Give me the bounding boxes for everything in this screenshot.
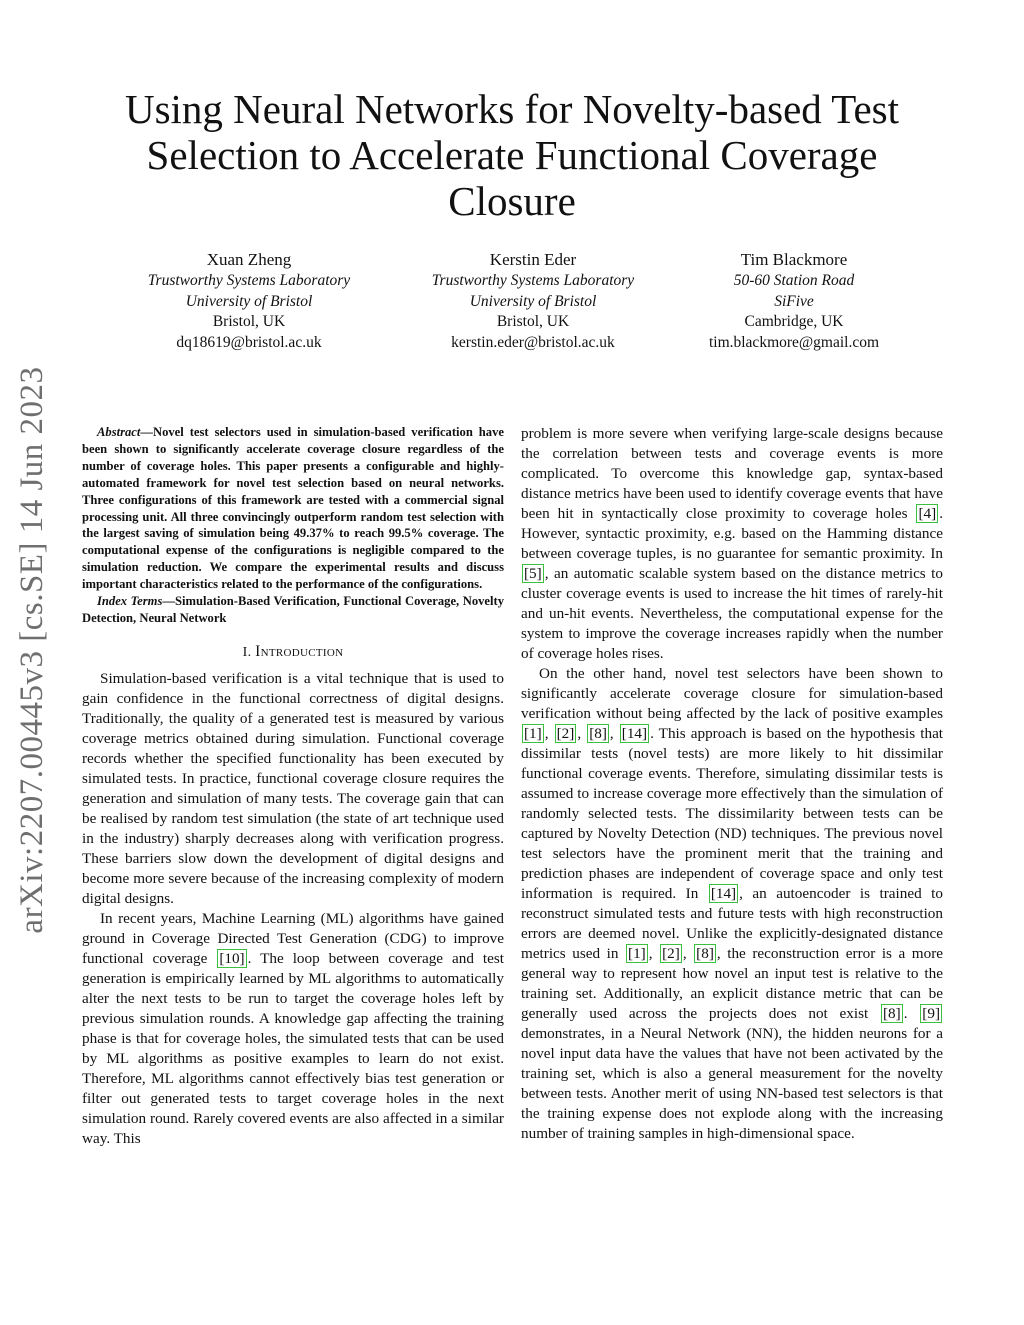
paragraph-text: On the other hand, novel test selectors have been shown to significantly accelerate coverage closure for simulation-based verification without being affected by the lack of positive examples bbox=[521, 665, 943, 722]
citation-link[interactable]: [5] bbox=[524, 565, 542, 582]
citation-link[interactable]: [8] bbox=[883, 1005, 901, 1022]
separator: , bbox=[544, 725, 554, 742]
author-name: Kerstin Eder bbox=[489, 250, 577, 269]
citation-link[interactable]: [9] bbox=[922, 1005, 941, 1022]
paragraph-text: , an automatic scalable system based on the distance metrics to cluster coverage events is used to increase the hit times of rarely-hit and un-hit events. Nevertheless, the computational expense for the system to improve the coverage increases rapidly when the number of coverage holes rises. bbox=[521, 565, 943, 662]
section-title: Introduction bbox=[255, 642, 344, 660]
section-heading-introduction bbox=[82, 643, 504, 661]
abstract-label: Abstract bbox=[97, 425, 141, 439]
author-email: kerstin.eder@bristol.ac.uk bbox=[451, 333, 615, 351]
index-terms bbox=[82, 593, 504, 627]
author-location: Bristol, UK bbox=[496, 313, 570, 331]
citation-link[interactable]: [1] bbox=[524, 725, 542, 742]
paragraph-text: . This approach is based on the hypothesis that dissimilar tests (novel tests) are more likely to hit dissimilar functional coverage events. Therefore, simulating dissimilar tests is assumed to increase coverage more effectively than the simulation of randomly selected tests. The dissimilarity between tests can be captured by Novelty Detection (ND) techniques. The previous novel test selectors have the prominent merit that the training and prediction phases are independent of coverage space and only test information is required. In bbox=[521, 725, 944, 902]
citation-link[interactable]: [4] bbox=[918, 505, 937, 522]
paragraph bbox=[521, 424, 943, 664]
arxiv-identifier: arXiv:2207.00445v3 [cs.SE] 14 Jun 2023 bbox=[14, 366, 50, 934]
citation-link[interactable]: [8] bbox=[696, 945, 714, 962]
separator: . bbox=[903, 1005, 920, 1022]
citation-link[interactable]: [2] bbox=[662, 945, 680, 962]
separator: , bbox=[609, 725, 619, 742]
paragraph-text: . The loop between coverage and test generation is empirically learned by ML algorithms to automatically alter the next tests to be run to target the coverage holes left by previous simulation rounds. A knowledge gap affecting the training phase is that for coverage holes, the simulated tests that can be used by ML algorithms as positive examples to learn do not exist. Therefore, ML algorithms cannot effectively bias test generation or filter out generated tests to target coverage holes in the next simulation round. Rarely covered events are also affected in a similar way. This bbox=[82, 949, 504, 1147]
left-column bbox=[82, 424, 504, 1149]
author-1 bbox=[99, 249, 399, 353]
paragraph-text: . However, syntactic proximity, e.g. based on the Hamming distance between coverage tuples, is no guarantee for semantic proximity. In bbox=[521, 505, 943, 562]
citation-link[interactable]: [14] bbox=[621, 725, 648, 742]
citation-link[interactable]: [10] bbox=[219, 949, 245, 967]
author-email: tim.blackmore@gmail.com bbox=[708, 333, 880, 351]
paragraph-text: problem is more severe when verifying large-scale designs because the correlation between tests and coverage events is more complicated. To overcome this knowledge gap, syntax-based distance metrics have been used to identify coverage events that have been hit in syntactically close proximity to coverage holes bbox=[521, 425, 943, 522]
author-affiliation: Trustworthy Systems Laboratory bbox=[147, 272, 351, 289]
right-column bbox=[521, 424, 943, 1144]
citation-link[interactable]: [1] bbox=[628, 945, 646, 962]
author-name: Xuan Zheng bbox=[206, 250, 292, 269]
author-email: dq18619@bristol.ac.uk bbox=[176, 333, 322, 351]
abstract-text: —Novel test selectors used in simulation-based verification have been shown to significantly accelerate coverage closure regardless of the number of coverage holes. This paper presents a configurable and highly-automated framework for novel test selection based on neural networks. Three configurations of this framework are tested with a commercial signal processing unit. All three convincingly outperform random test selection with the largest saving of simulation being 49.37% to reach 99.5% coverage. The computational expense of the configurations is negligible compared to the simulation reduction. We compare the experimental results and discuss important characteristics related to the performance of the configurations. bbox=[82, 425, 504, 592]
author-location: Cambridge, UK bbox=[744, 313, 844, 331]
paragraph-text: , the reconstruction error is a more general way to represent how novel an input test is relative to the training set. Additionally, an explicit distance metric that can be generally used across the projects does not exist bbox=[521, 945, 944, 1022]
paragraph bbox=[521, 664, 943, 1144]
citation-link[interactable]: [8] bbox=[589, 725, 607, 742]
paragraph-text: In recent years, Machine Learning (ML) algorithms have gained ground in Coverage Directed Test Generation (CDG) to improve functional coverage bbox=[82, 909, 504, 967]
paragraph bbox=[82, 909, 504, 1149]
author-institution: University of Bristol bbox=[469, 292, 597, 310]
separator: , bbox=[577, 725, 587, 742]
author-3 bbox=[644, 249, 944, 353]
author-affiliation: Trustworthy Systems Laboratory bbox=[431, 272, 635, 289]
author-affiliation: 50-60 Station Road bbox=[733, 272, 855, 289]
citation-link[interactable]: [14] bbox=[710, 885, 737, 902]
section-number: I. bbox=[242, 644, 256, 660]
abstract bbox=[82, 424, 504, 593]
paragraph-text: , an autoencoder is trained to reconstruct simulated tests and future tests with high reconstruction errors are deemed novel. Unlike the explicitly-designated distance metrics used in bbox=[521, 885, 943, 962]
paper-title: Using Neural Networks for Novelty-based Test Selection to Accelerate Functional Coverage Closure bbox=[124, 86, 900, 224]
index-terms-text: —Simulation-Based Verification, Functional Coverage, Novelty Detection, Neural Network bbox=[82, 594, 504, 625]
paragraph: Simulation-based verification is a vital technique that is used to gain confidence in the functional correctness of digital designs. Traditionally, the quality of a generated test is measured by various coverage metrics obtained during simulation. Functional coverage records whether the specified functionality has been executed by simulated tests. In practice, functional coverage closure requires the generation and simulation of many tests. The coverage gain that can be realised by random test simulation (the state of art technique used in the industry) sharply decreases along with verification progress. These barriers slow down the development of digital designs and become more severe because of the increasing complexity of modern digital designs. bbox=[82, 669, 504, 907]
author-2 bbox=[383, 249, 683, 353]
author-institution: SiFive bbox=[774, 292, 814, 310]
citation-link[interactable]: [2] bbox=[556, 725, 575, 742]
paragraph-text: demonstrates, in a Neural Network (NN), the hidden neurons for a novel input data have the values that have not been activated by the training set, which is also a general measurement for the novelty between tests. Another merit of using NN-based test selectors is that the training expense does not explode along with the increasing number of training samples in high-dimensional space. bbox=[521, 1025, 943, 1142]
separator: , bbox=[648, 945, 660, 962]
author-name: Tim Blackmore bbox=[740, 250, 848, 269]
separator: , bbox=[682, 945, 694, 962]
author-location: Bristol, UK bbox=[212, 313, 286, 331]
index-terms-label: Index Terms bbox=[97, 594, 163, 609]
author-institution: University of Bristol bbox=[185, 292, 313, 310]
